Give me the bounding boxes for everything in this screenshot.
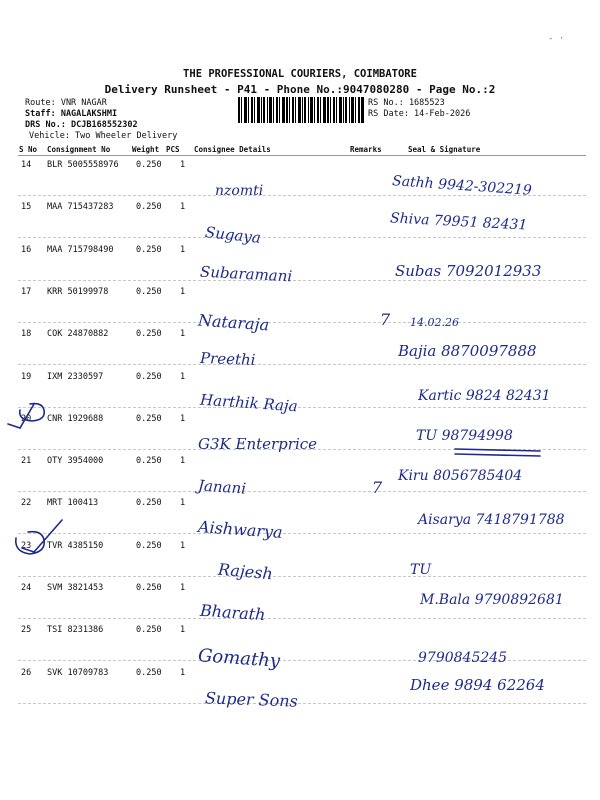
table-cell-consignment: MAA 715798490 xyxy=(47,244,114,255)
hw-name-3: Subaramani xyxy=(199,262,293,286)
hw-signature-11: M.Bala 9790892681 xyxy=(420,592,564,608)
hw-signature-12: 9790845245 xyxy=(418,650,508,666)
table-cell-pcs: 1 xyxy=(180,456,186,467)
table-cell-weight: 0.250 xyxy=(136,202,162,213)
table-cell-consignment: MAA 715437283 xyxy=(47,202,114,213)
vehicle-label: Vehicle: Two Wheeler Delivery xyxy=(29,131,178,141)
hw-remark-1: 7 xyxy=(380,310,391,329)
table-cell-consignment: TVR 4385150 xyxy=(47,540,104,551)
col-consignment: Consignment No xyxy=(47,145,111,154)
col-weight: Weight xyxy=(132,145,160,154)
table-cell-weight: 0.250 xyxy=(136,540,162,551)
hw-name-6: Harthik Raja xyxy=(199,390,299,416)
hw-name-5: Preethi xyxy=(199,349,256,369)
strike-through-mark xyxy=(455,449,540,456)
hw-signature-5: Bajia 8870097888 xyxy=(398,342,537,360)
table-cell-pcs: 1 xyxy=(180,625,186,636)
table-cell-sno: 17 xyxy=(21,286,32,297)
col-seal-signature: Seal & Signature xyxy=(408,145,481,154)
table-cell-sno: 25 xyxy=(21,625,32,636)
table-cell-sno: 18 xyxy=(21,329,32,340)
col-remarks: Remarks xyxy=(350,145,382,154)
table-cell-pcs: 1 xyxy=(180,583,186,593)
col-sno: S No xyxy=(19,145,38,154)
table-cell-sno: 15 xyxy=(21,202,32,213)
drs-number: DRS No.: DCJB168552302 xyxy=(25,120,138,130)
table-cell-weight: 0.250 xyxy=(136,160,162,170)
table-cell-sno: 19 xyxy=(21,371,32,382)
hw-signature-9: Aisarya 7418791788 xyxy=(418,512,565,528)
table-cell-consignment: BLR 5005558976 xyxy=(47,160,119,170)
table-cell-sno: 20 xyxy=(21,413,32,424)
col-consignee: Consignee Details xyxy=(194,145,271,154)
hw-name-4: Nataraja xyxy=(197,310,270,335)
hw-name-12: Gomathy xyxy=(197,645,281,672)
rs-number: RS No.: 1685523 xyxy=(368,98,445,108)
hw-name-13: Super Sons xyxy=(204,688,299,711)
table-cell-pcs: 1 xyxy=(180,667,186,678)
hw-signature-4: 14.02.26 xyxy=(410,316,459,329)
runsheet-subtitle: Delivery Runsheet - P41 - Phone No.:9047080280 - Page No.:2 xyxy=(104,83,496,96)
table-cell-pcs: 1 xyxy=(180,286,186,297)
table-cell-sno: 26 xyxy=(21,667,32,678)
rs-date: RS Date: 14-Feb-2026 xyxy=(368,109,471,119)
hw-name-10: Rajesh xyxy=(217,559,274,584)
table-cell-pcs: 1 xyxy=(180,498,186,509)
hw-name-7: G3K Enterprice xyxy=(198,435,318,453)
table-cell-sno: 23 xyxy=(21,540,32,551)
table-cell-consignment: MRT 100413 xyxy=(47,498,99,509)
table-cell-consignment: KRR 50199978 xyxy=(47,286,109,297)
table-cell-pcs: 1 xyxy=(180,160,186,170)
table-cell-consignment: COK 24870882 xyxy=(47,329,109,340)
route-label: Route: VNR NAGAR xyxy=(25,98,107,108)
hw-signature-3: Subas 7092012933 xyxy=(395,262,542,280)
table-cell-sno: 14 xyxy=(21,160,32,170)
table-cell-sno: 16 xyxy=(21,244,32,255)
table-cell-weight: 0.250 xyxy=(136,625,162,636)
hw-signature-2: Shiva 79951 82431 xyxy=(389,210,528,234)
table-cell-weight: 0.250 xyxy=(136,244,162,255)
hw-name-2: Sugaya xyxy=(204,223,262,247)
table-cell-weight: 0.250 xyxy=(136,667,162,678)
table-cell-consignment: IXM 2330597 xyxy=(47,371,104,382)
table-cell-consignment: CNR 1929688 xyxy=(47,413,104,424)
table-cell-weight: 0.250 xyxy=(136,583,162,593)
hw-signature-7: TU 98794998 xyxy=(416,428,513,444)
corner-scribble: - · xyxy=(548,34,565,44)
table-cell-pcs: 1 xyxy=(180,371,186,382)
staff-label: Staff: NAGALAKSHMI xyxy=(25,109,118,119)
table-cell-sno: 24 xyxy=(21,583,32,593)
table-cell-sno: 21 xyxy=(21,456,32,467)
hw-name-8: Janani xyxy=(197,476,247,498)
table-cell-pcs: 1 xyxy=(180,329,186,340)
table-cell-weight: 0.250 xyxy=(136,498,162,509)
table-cell-consignment: SVK 10709783 xyxy=(47,667,109,678)
hw-remark-2: 7 xyxy=(372,478,383,497)
table-cell-consignment: OTY 3954000 xyxy=(47,456,104,467)
table-cell-pcs: 1 xyxy=(180,540,186,551)
hw-signature-8: Kiru 8056785404 xyxy=(398,468,523,484)
table-cell-weight: 0.250 xyxy=(136,371,162,382)
hw-name-1: nzomti xyxy=(215,183,264,199)
hw-signature-6: Kartic 9824 82431 xyxy=(418,388,551,404)
table-cell-pcs: 1 xyxy=(180,413,186,424)
table-cell-consignment: SVM 3821453 xyxy=(47,583,104,593)
table-cell-consignment: TSI 8231386 xyxy=(47,625,104,636)
table-cell-sno: 22 xyxy=(21,498,32,509)
table-cell-weight: 0.250 xyxy=(136,286,162,297)
table-cell-pcs: 1 xyxy=(180,202,186,213)
hw-name-11: Bharath xyxy=(199,600,267,625)
hw-signature-10: TU xyxy=(410,562,432,578)
table-cell-pcs: 1 xyxy=(180,244,186,255)
company-title: THE PROFESSIONAL COURIERS, COIMBATORE xyxy=(183,68,417,80)
col-pcs: PCS xyxy=(166,145,180,154)
hw-signature-1: Sathh 9942-302219 xyxy=(391,173,533,199)
table-cell-weight: 0.250 xyxy=(136,413,162,424)
table-cell-weight: 0.250 xyxy=(136,456,162,467)
hw-signature-13: Dhee 9894 62264 xyxy=(410,676,545,694)
table-cell-weight: 0.250 xyxy=(136,329,162,340)
hw-name-9: Aishwarya xyxy=(197,517,284,542)
